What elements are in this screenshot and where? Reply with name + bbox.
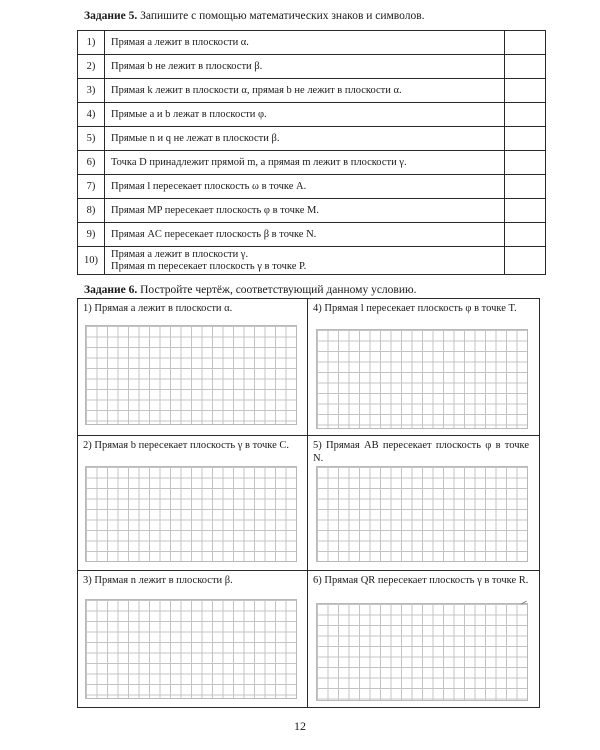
table-row [78, 247, 546, 275]
row-statement: Прямые a и b лежат в плоскости φ. [105, 103, 505, 127]
table-row [78, 31, 546, 55]
row-statement-line: Прямая m пересекает плоскость γ в точке P. [111, 260, 307, 272]
task6-title-text: Постройте чертёж, соответствующий данному условию. [137, 284, 417, 296]
page-number: 12 [294, 719, 306, 733]
row-statement: Прямая l пересекает плоскость ω в точке A. [105, 175, 505, 199]
drawing-cell-label: 3) Прямая n лежит в плоскости β. [83, 575, 233, 586]
drawing-cell-label: 1) Прямая a лежит в плоскости α. [83, 303, 233, 314]
table-row [78, 199, 546, 223]
drawing-cell-label: 2) Прямая b пересекает плоскость γ в точке C. [83, 440, 290, 451]
drawing-cell-4 [308, 299, 539, 435]
answer-cell[interactable] [505, 31, 546, 55]
row-statement: Прямая AC пересекает плоскость β в точке N. [105, 223, 505, 247]
answer-cell[interactable] [505, 127, 546, 151]
table-row [78, 175, 546, 199]
graph-paper-area[interactable] [316, 466, 528, 562]
drawing-cell-label: 5) Прямая AB пересекает плоскость φ в точке N. [313, 440, 529, 464]
row-number: 3) [78, 79, 105, 103]
row-number: 10) [78, 247, 105, 275]
task5-title-bold: Задание 5. [84, 10, 138, 22]
graph-paper-area[interactable] [316, 329, 528, 429]
graph-paper-area[interactable] [85, 325, 297, 425]
row-number: 4) [78, 103, 105, 127]
task6-title-bold: Задание 6. [84, 284, 138, 296]
graph-paper-area[interactable] [85, 599, 297, 699]
table-row [78, 151, 546, 175]
drawing-cell-label: 4) Прямая l пересекает плоскость φ в точке T. [313, 303, 517, 314]
row-statement: Точка D принадлежит прямой m, а прямая m лежит в плоскости γ. [105, 151, 505, 175]
answer-cell[interactable] [505, 79, 546, 103]
drawing-cell-label: 6) Прямая QR пересекает плоскость γ в точке R. [313, 575, 529, 586]
task6-drawing-grid [77, 298, 540, 708]
task5-title-text: Запишите с помощью математических знаков и символов. [137, 10, 425, 22]
drawing-cell-5 [308, 436, 539, 570]
row-number: 5) [78, 127, 105, 151]
table-row [78, 223, 546, 247]
drawing-cell-3 [78, 571, 307, 707]
row-statement: Прямая b не лежит в плоскости β. [105, 55, 505, 79]
task6-heading [84, 283, 416, 297]
row-statement-line: Прямая a лежит в плоскости γ. [111, 248, 249, 260]
graph-paper-area[interactable] [316, 603, 528, 701]
graph-paper-area[interactable] [85, 466, 297, 562]
answer-cell[interactable] [505, 55, 546, 79]
answer-cell[interactable] [505, 199, 546, 223]
drawing-cell-2 [78, 436, 307, 570]
row-number: 1) [78, 31, 105, 55]
answer-cell[interactable] [505, 223, 546, 247]
table-row [78, 103, 546, 127]
answer-cell[interactable] [505, 175, 546, 199]
task5-table [77, 30, 546, 275]
answer-cell[interactable] [505, 151, 546, 175]
row-number: 2) [78, 55, 105, 79]
row-number: 9) [78, 223, 105, 247]
answer-cell[interactable] [505, 103, 546, 127]
table-row [78, 55, 546, 79]
answer-cell[interactable] [505, 247, 546, 275]
row-number: 7) [78, 175, 105, 199]
row-statement: Прямая MP пересекает плоскость φ в точке M. [105, 199, 505, 223]
drawing-cell-1 [78, 299, 307, 435]
row-statement: Прямые n и q не лежат в плоскости β. [105, 127, 505, 151]
row-number: 6) [78, 151, 105, 175]
table-row [78, 79, 546, 103]
row-statement: Прямая a лежит в плоскости α. [105, 31, 505, 55]
row-statement: Прямая k лежит в плоскости α, прямая b не лежит в плоскости α. [105, 79, 505, 103]
drawing-cell-6 [308, 571, 539, 707]
row-number: 8) [78, 199, 105, 223]
row-statement [105, 247, 505, 275]
task5-heading [84, 9, 425, 23]
table-row [78, 127, 546, 151]
